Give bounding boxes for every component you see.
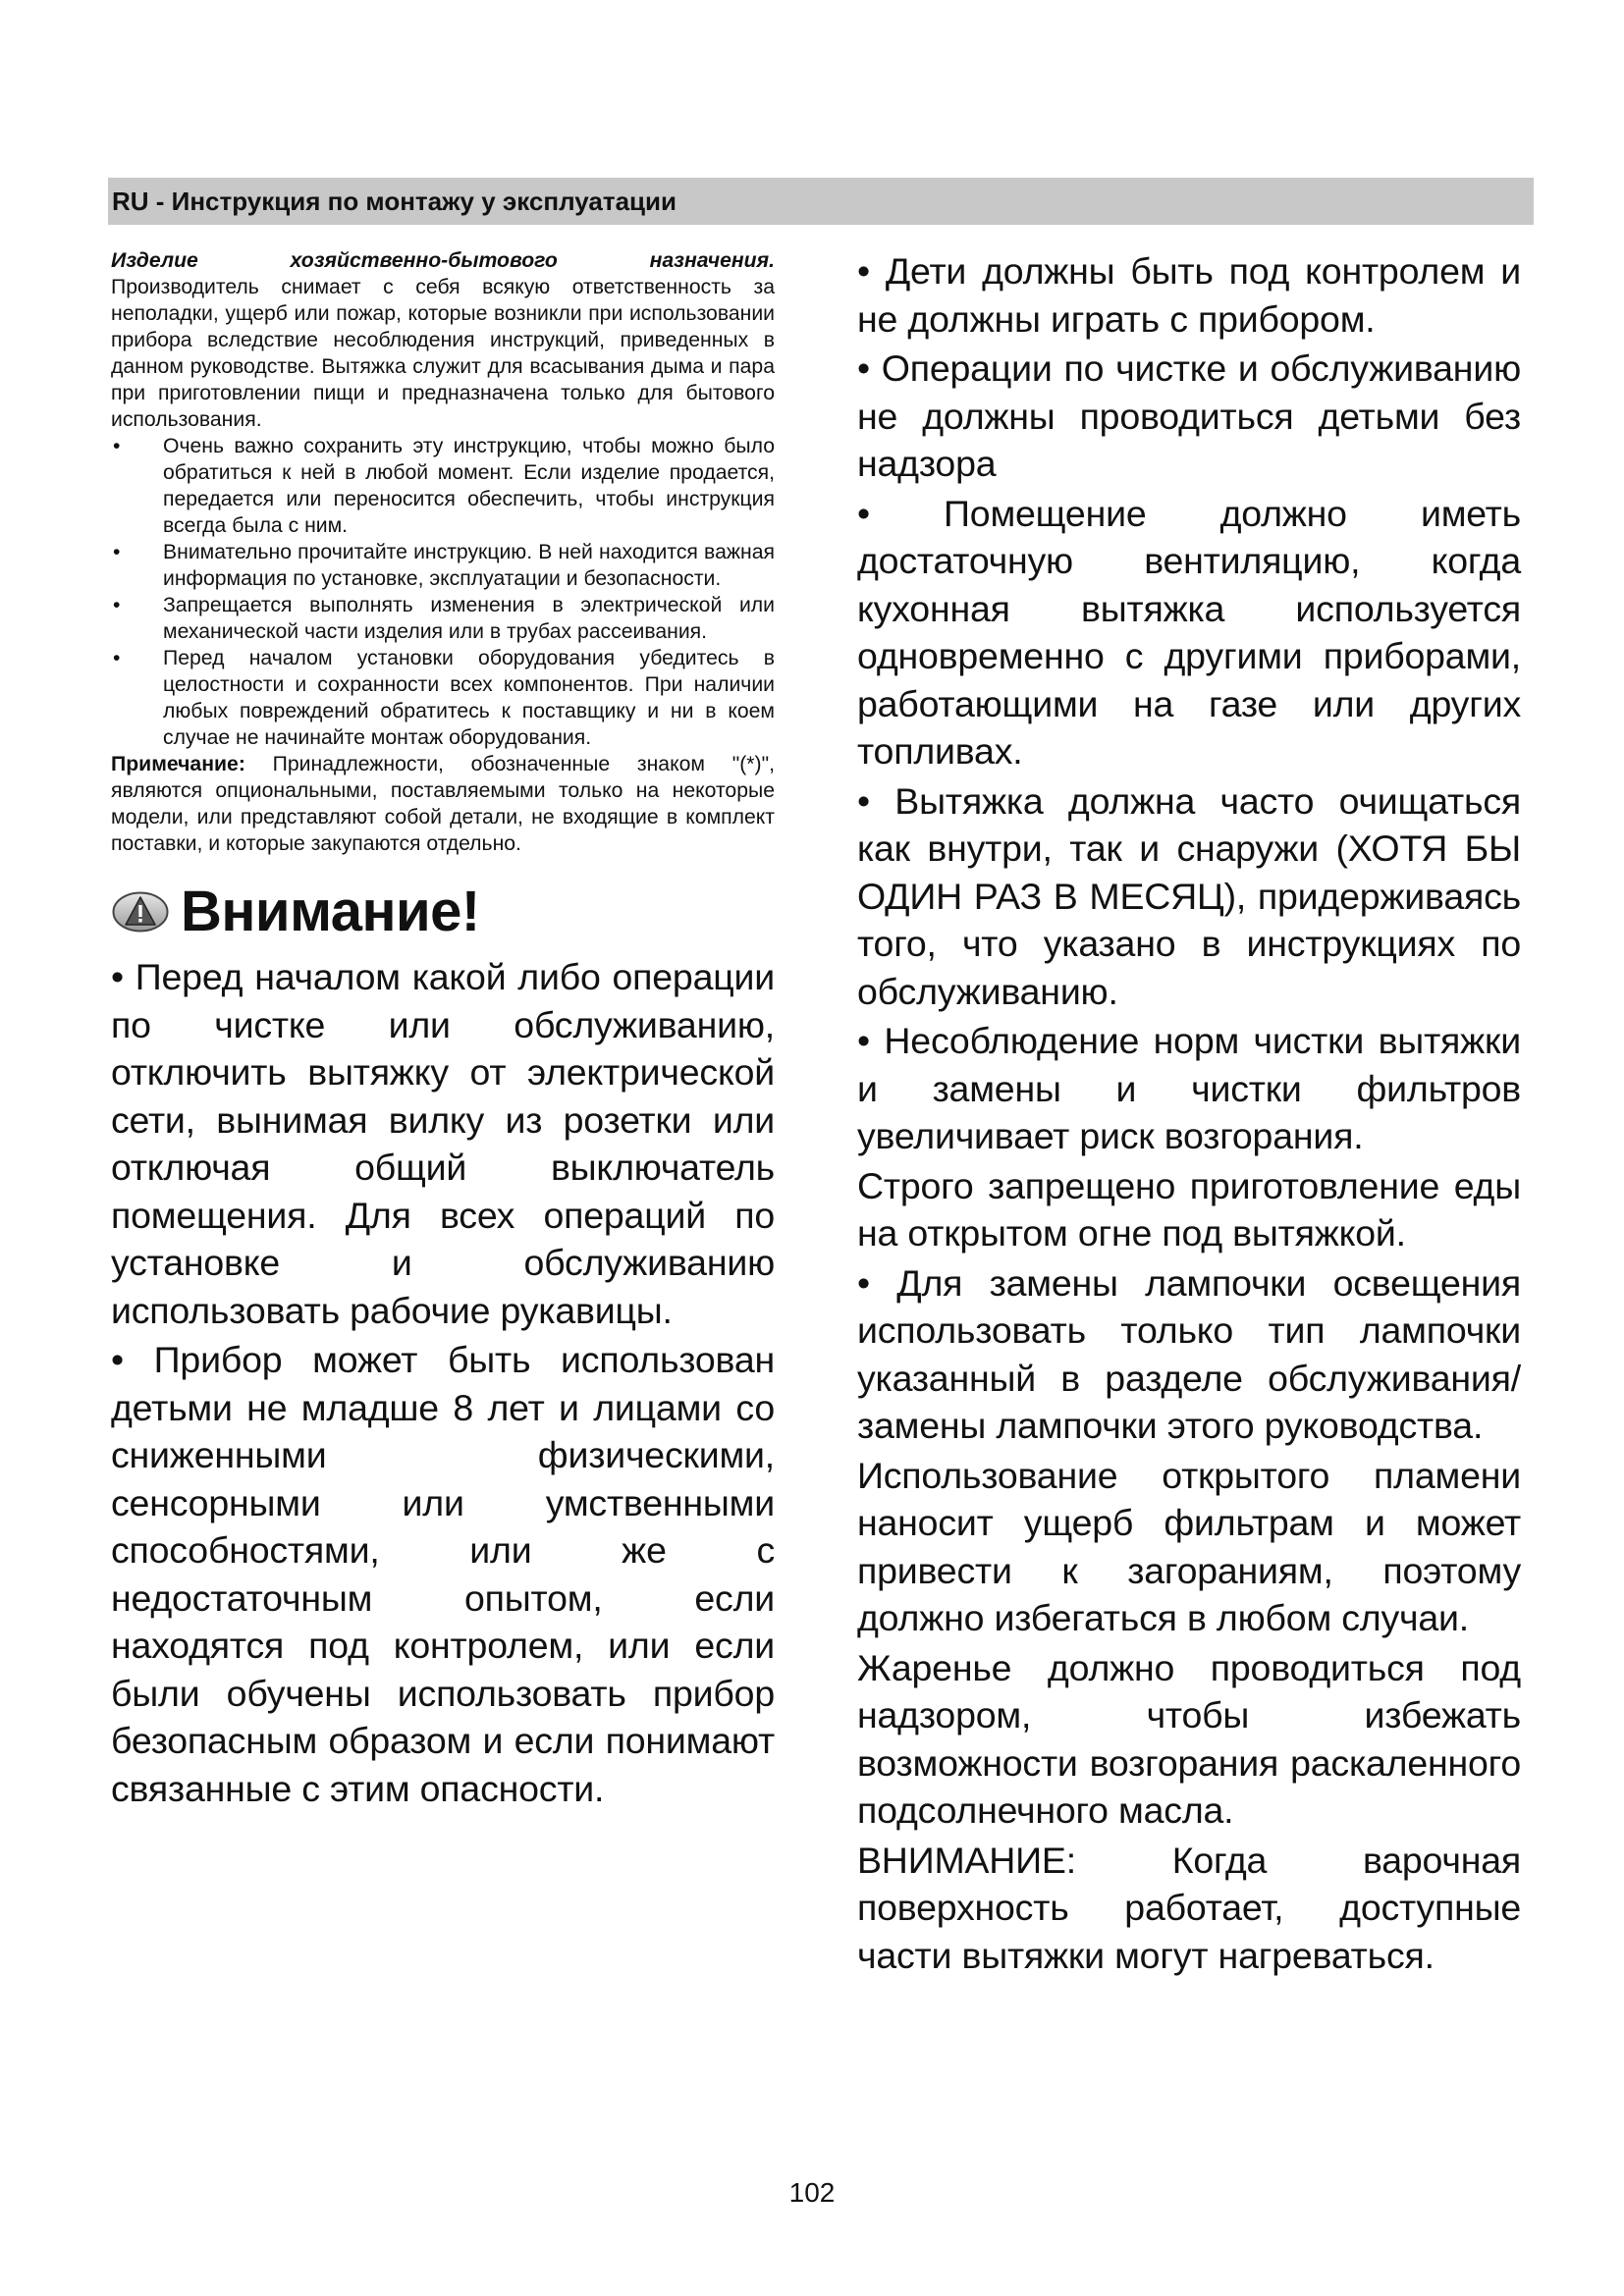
intro-lead: Изделие хозяйственно-бытового назначения.	[111, 249, 775, 272]
bullet-item: • Очень важно сохранить эту инструкцию, чтобы можно было обратиться к ней в любой момент. Если изделие продается, передается или переносится обеспечить, чтобы инструкция всегда была с ним.	[113, 435, 775, 537]
attention-title: Внимание!	[181, 880, 480, 943]
section-header	[108, 178, 1534, 225]
bullet-dot: •	[113, 647, 121, 669]
bullet-dot: •	[113, 594, 121, 616]
note-text: Принадлежности, обозначенные знаком "(*)", являются опциональными, поставляемыми только на некоторые модели, или представляют собой детали, не входящие в комплект поставки, и которые закупаются отдельно.	[111, 753, 775, 855]
warning-paragraph: • Перед началом какой либо операции по чистке или обслуживанию, отключить вытяжку от электрической сети, вынимая вилку из розетки или отключая общий выключатель помещения. Для всех операций по установке и обслуживанию использовать рабочие рукавицы.	[111, 956, 775, 1331]
left-column	[111, 247, 775, 1814]
warning-paragraph: • Прибор может быть использован детьми не младше 8 лет и лицами со сниженными физическими, сенсорными или умственными способностями, или же с недостаточным опытом, если находятся под контролем, или если были обучены использовать прибор безопасным образом и если понимают связанные с этим опасности.	[111, 1339, 775, 1809]
warning-triangle-icon	[112, 891, 169, 933]
attention-heading	[111, 882, 775, 941]
warning-paragraph: Жаренье должно проводиться под надзором, чтобы избежать возможности возгорания раскаленного подсолнечного масла.	[857, 1646, 1521, 1831]
bullet-item: • Запрещается выполнять изменения в электрической или механической части изделия или в трубах рассеивания.	[113, 594, 775, 643]
warning-paragraph: • Операции по чистке и обслуживанию не должны проводиться детьми без надзора	[857, 347, 1521, 484]
intro-block	[111, 247, 775, 433]
warning-paragraph: • Вытяжка должна часто очищаться как внутри, так и снаружи (ХОТЯ БЫ ОДИН РАЗ В МЕСЯЦ), придерживаясь того, что указано в инструкциях по обслуживанию.	[857, 779, 1521, 1012]
warning-paragraph: • Несоблюдение норм чистки вытяжки и замены и чистки фильтров увеличивает риск возгорания.	[857, 1020, 1521, 1156]
warning-paragraph: ВНИМАНИЕ: Когда варочная поверхность работает, доступные части вытяжки могут нагреваться.	[857, 1839, 1521, 1976]
safety-bullet-list	[111, 433, 775, 751]
warning-paragraph: • Для замены лампочки освещения использовать только тип лампочки указанный в разделе обслуживания/замены лампочки этого руководства.	[857, 1261, 1521, 1446]
note-block	[111, 751, 775, 857]
bullet-item: • Внимательно прочитайте инструкцию. В ней находится важная информация по установке, эксплуатации и безопасности.	[113, 541, 775, 590]
left-warnings	[111, 953, 775, 1812]
warning-paragraph: • Дети должны быть под контролем и не должны играть с прибором.	[857, 250, 1521, 340]
warning-paragraph: Использование открытого пламени наносит ущерб фильтрам и может привести к загораниям, поэтому должно избегаться в любом случаи.	[857, 1454, 1521, 1638]
bullet-dot: •	[113, 541, 121, 563]
right-column	[857, 247, 1521, 1981]
note-label: Примечание:	[111, 753, 245, 775]
header-title: RU - Инструкция по монтажу у эксплуатации	[112, 187, 677, 216]
bullet-item: • Перед началом установки оборудования убедитесь в целостности и сохранности всех компонентов. При наличии любых повреждений обратитесь к поставщику и ни в коем случае не начинайте монтаж оборудования.	[113, 647, 775, 749]
bullet-dot: •	[113, 435, 121, 457]
intro-text: Производитель снимает с себя всякую ответственность за неполадки, ущерб или пожар, которые возникли при использовании прибора вследствие несоблюдения инструкций, приведенных в данном руководстве. Вытяжка служит для всасывания дыма и пара при приготовлении пищи и предназначена только для бытового использования.	[111, 276, 775, 431]
right-warnings	[857, 247, 1521, 1979]
warning-paragraph: Строго запрещено приготовление еды на открытом огне под вытяжкой.	[857, 1164, 1521, 1254]
page-number: 102	[788, 2177, 836, 2208]
warning-paragraph: • Помещение должно иметь достаточную вентиляцию, когда кухонная вытяжка используется одновременно с другими приборами, работающими на газе или других топливах.	[857, 492, 1521, 772]
